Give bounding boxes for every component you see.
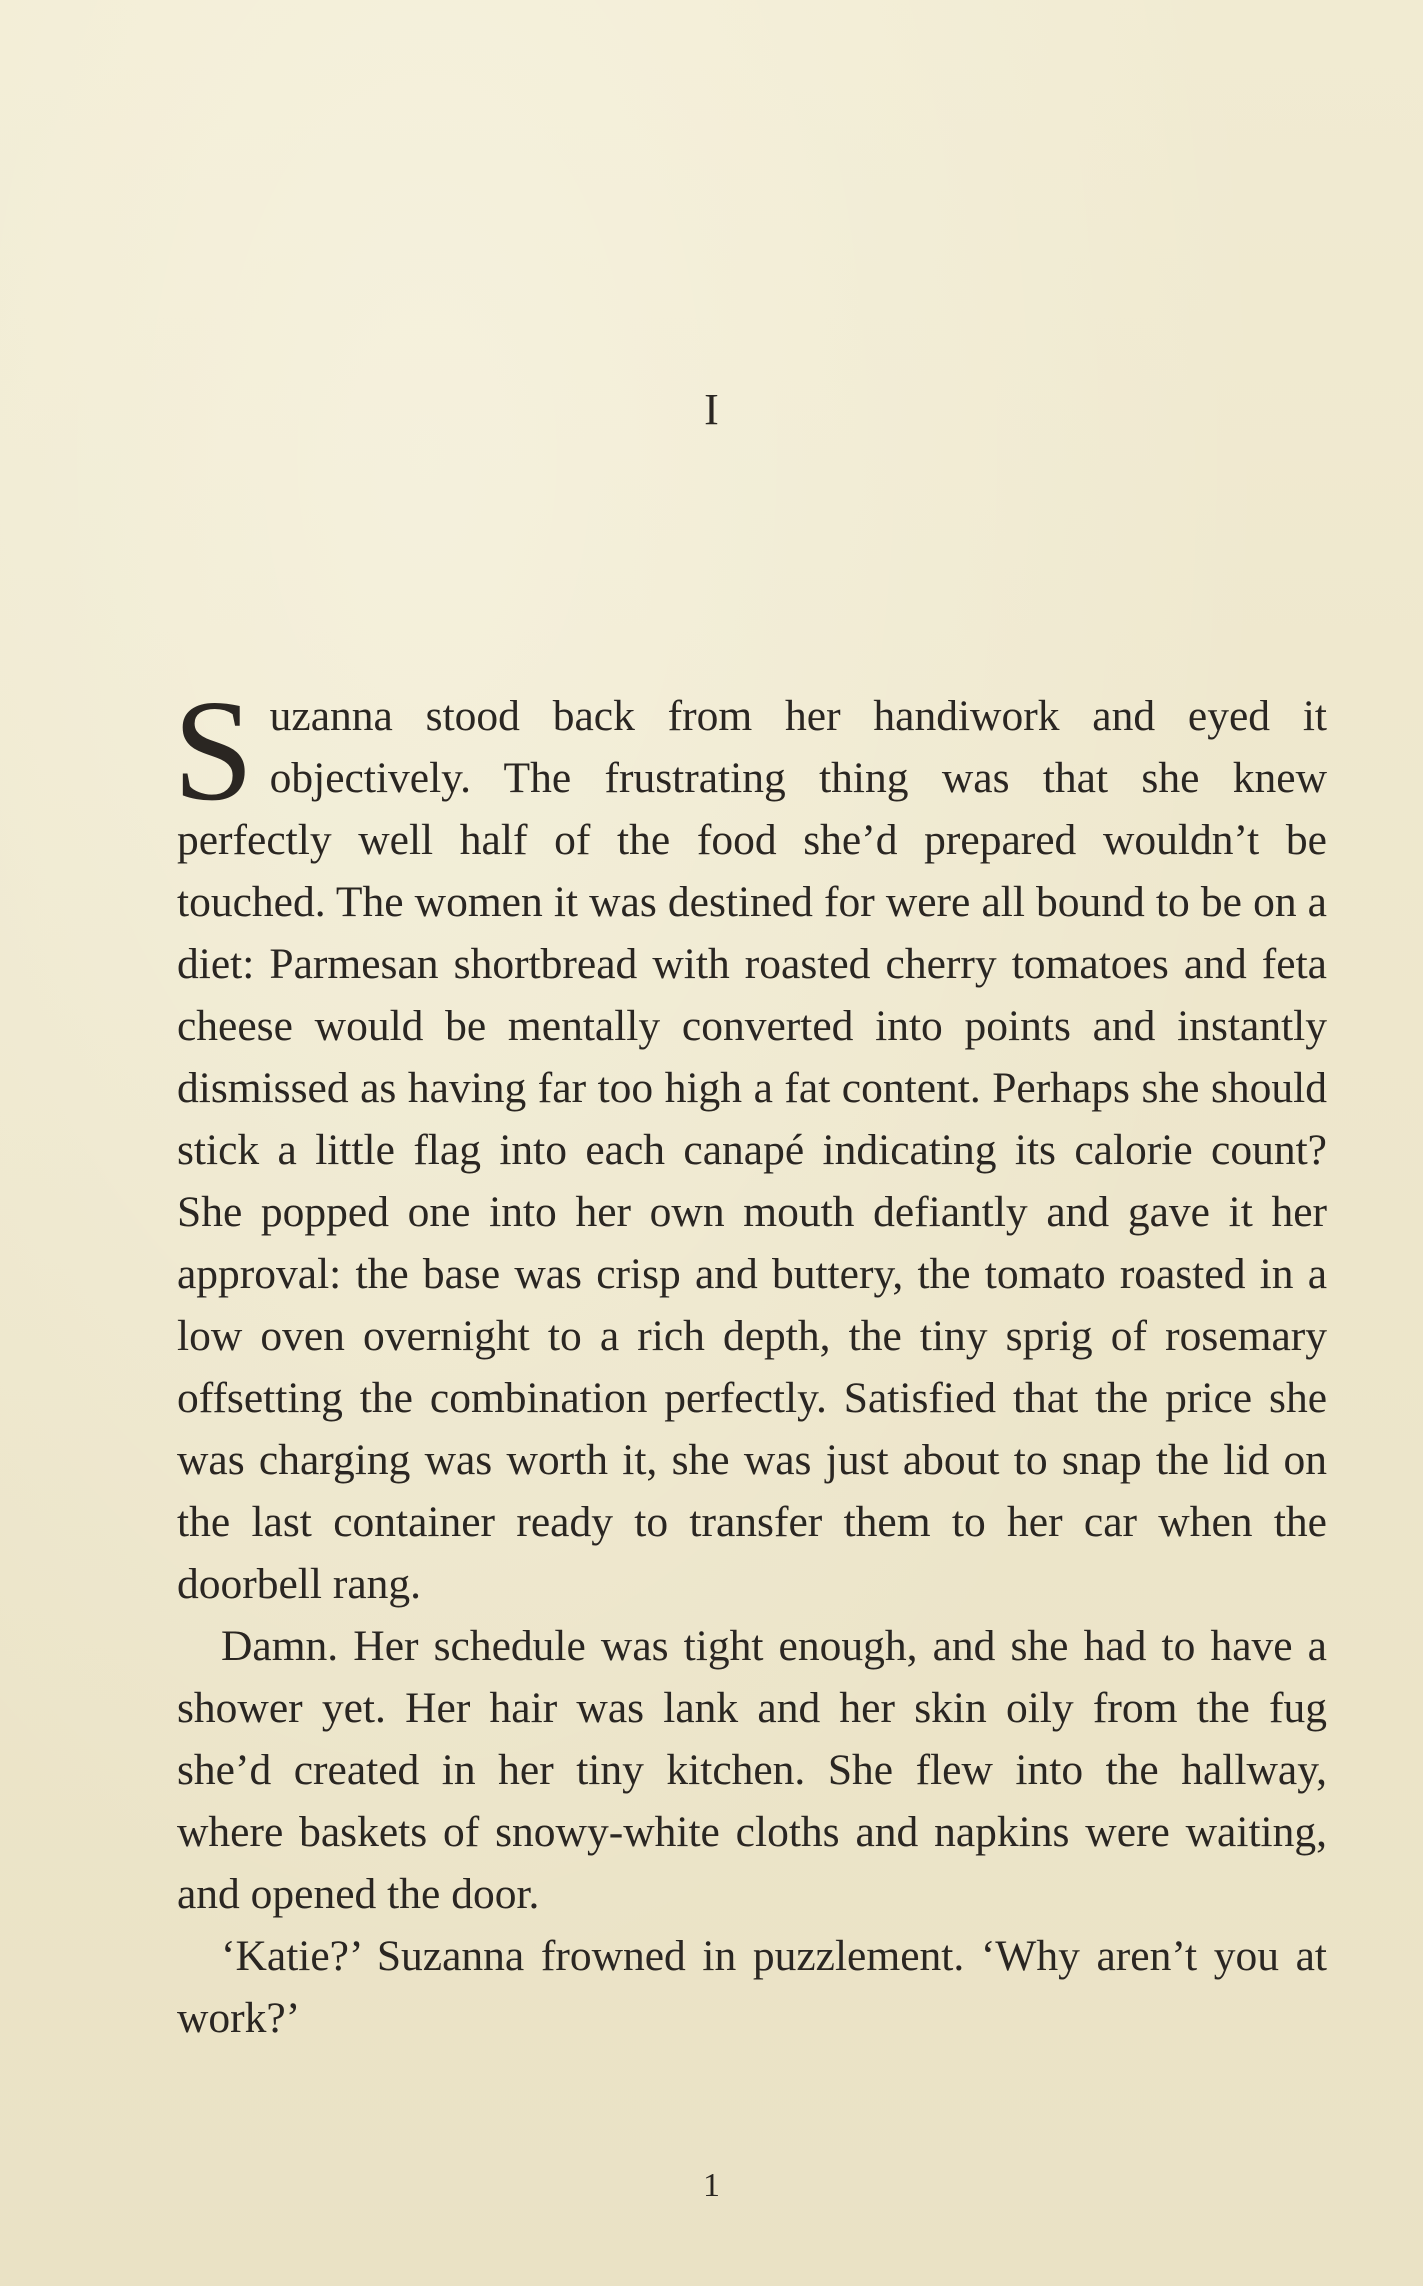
paragraph-2: Damn. Her schedule was tight enough, and she had to have a shower yet. Her hair was lank and her skin oily from the fug she’d created in her tiny kitchen. She flew into the hallway, where baskets of snowy-white cloths and napkins were waiting, and opened the door.: [177, 1622, 1327, 1918]
paragraph-3: ‘Katie?’ Suzanna frowned in puzzlement. ‘Why aren’t you at work?’: [177, 1932, 1327, 2042]
chapter-number: I: [704, 385, 719, 434]
drop-cap: S: [173, 671, 254, 831]
page-number: 1: [703, 2167, 720, 2204]
chapter-body: [173, 671, 1327, 2049]
paragraph-1-text: uzanna stood back from her handiwork and eyed it objectively. The frustrating thing was that she knew perfectly well half of the food she’d prepared wouldn’t be touched. The women it was destined for were all bound to be on a diet: Parmesan shortbread with roasted cherry tomatoes and feta cheese would be mentally converted into points and instantly dismissed as having far too high a fat content. Perhaps she should stick a little flag into each canapé indicating its calorie count? She popped one into her own mouth defiantly and gave it her approval: the base was crisp and buttery, the tomato roasted in a low oven overnight to a rich depth, the tiny sprig of rosemary offsetting the combination perfectly. Satisfied that the price she was charging was worth it, she was just about to snap the lid on the last container ready to transfer them to her car when the doorbell rang.: [177, 692, 1327, 1608]
paragraph-1: [173, 671, 1327, 1615]
